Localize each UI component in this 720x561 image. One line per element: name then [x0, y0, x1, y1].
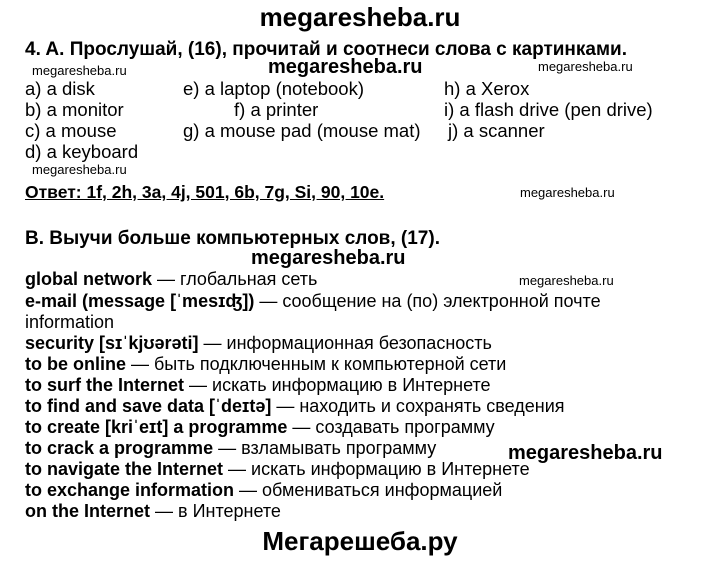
site-title: megaresheba.ru	[259, 2, 461, 32]
watermark: megaresheba.ru	[508, 442, 663, 464]
option-j: j) a scanner	[448, 120, 545, 141]
task-a-heading: 4. A. Прослушай, (16), прочитай и соотнеси слова с картинками.	[25, 39, 627, 60]
vocab-line: on the Internet — в Интернете	[25, 501, 281, 521]
watermark: megaresheba.ru	[32, 162, 127, 177]
answer-line: Ответ: 1f, 2h, 3a, 4j, 501, 6b, 7g, Si, 90, 10e.	[25, 182, 385, 202]
option-g: g) a mouse pad (mouse mat)	[183, 120, 421, 141]
vocab-line: to create [kriˈeɪt] a programme — создавать программу	[25, 417, 495, 437]
vocab-line: to crack a programme — взламывать программу	[25, 438, 437, 458]
option-e: e) a laptop (notebook)	[183, 78, 365, 99]
option-d: d) a keyboard	[25, 141, 139, 162]
watermark: megaresheba.ru	[519, 273, 614, 288]
vocab-line: to find and save data [ˈdeɪtə] — находить и сохранять сведения	[25, 396, 565, 416]
option-h: h) a Xerox	[444, 78, 530, 99]
vocab-line: security [sɪˈkjʊərəti] — информационная безопасность	[25, 333, 492, 353]
option-a: a) a disk	[25, 78, 95, 99]
watermark: megaresheba.ru	[520, 185, 615, 200]
watermark: megaresheba.ru	[251, 247, 406, 269]
option-b: b) a monitor	[25, 99, 124, 120]
watermark: megaresheba.ru	[32, 63, 127, 78]
option-i: i) a flash drive (pen drive)	[444, 99, 653, 120]
vocab-line: to navigate the Internet — искать информацию в Интернете	[25, 459, 530, 479]
watermark: megaresheba.ru	[268, 56, 423, 78]
footer-title: Мегарешеба.ру	[262, 526, 458, 556]
vocab-line: to exchange information — обмениваться информацией	[25, 480, 503, 500]
option-c: c) a mouse	[25, 120, 117, 141]
vocab-line: e-mail (message [ˈmesɪʤ]) — сообщение на (по) электронной почте	[25, 291, 601, 311]
watermark: megaresheba.ru	[538, 59, 633, 74]
vocab-line: global network — глобальная сеть	[25, 269, 318, 289]
option-f: f) a printer	[234, 99, 319, 120]
vocab-line: to surf the Internet — искать информацию в Интернете	[25, 375, 491, 395]
vocab-line: information	[25, 312, 115, 332]
task-b-heading: B. Выучи больше компьютерных слов, (17).	[25, 228, 440, 249]
vocab-line: to be online — быть подключенным к компьютерной сети	[25, 354, 507, 374]
